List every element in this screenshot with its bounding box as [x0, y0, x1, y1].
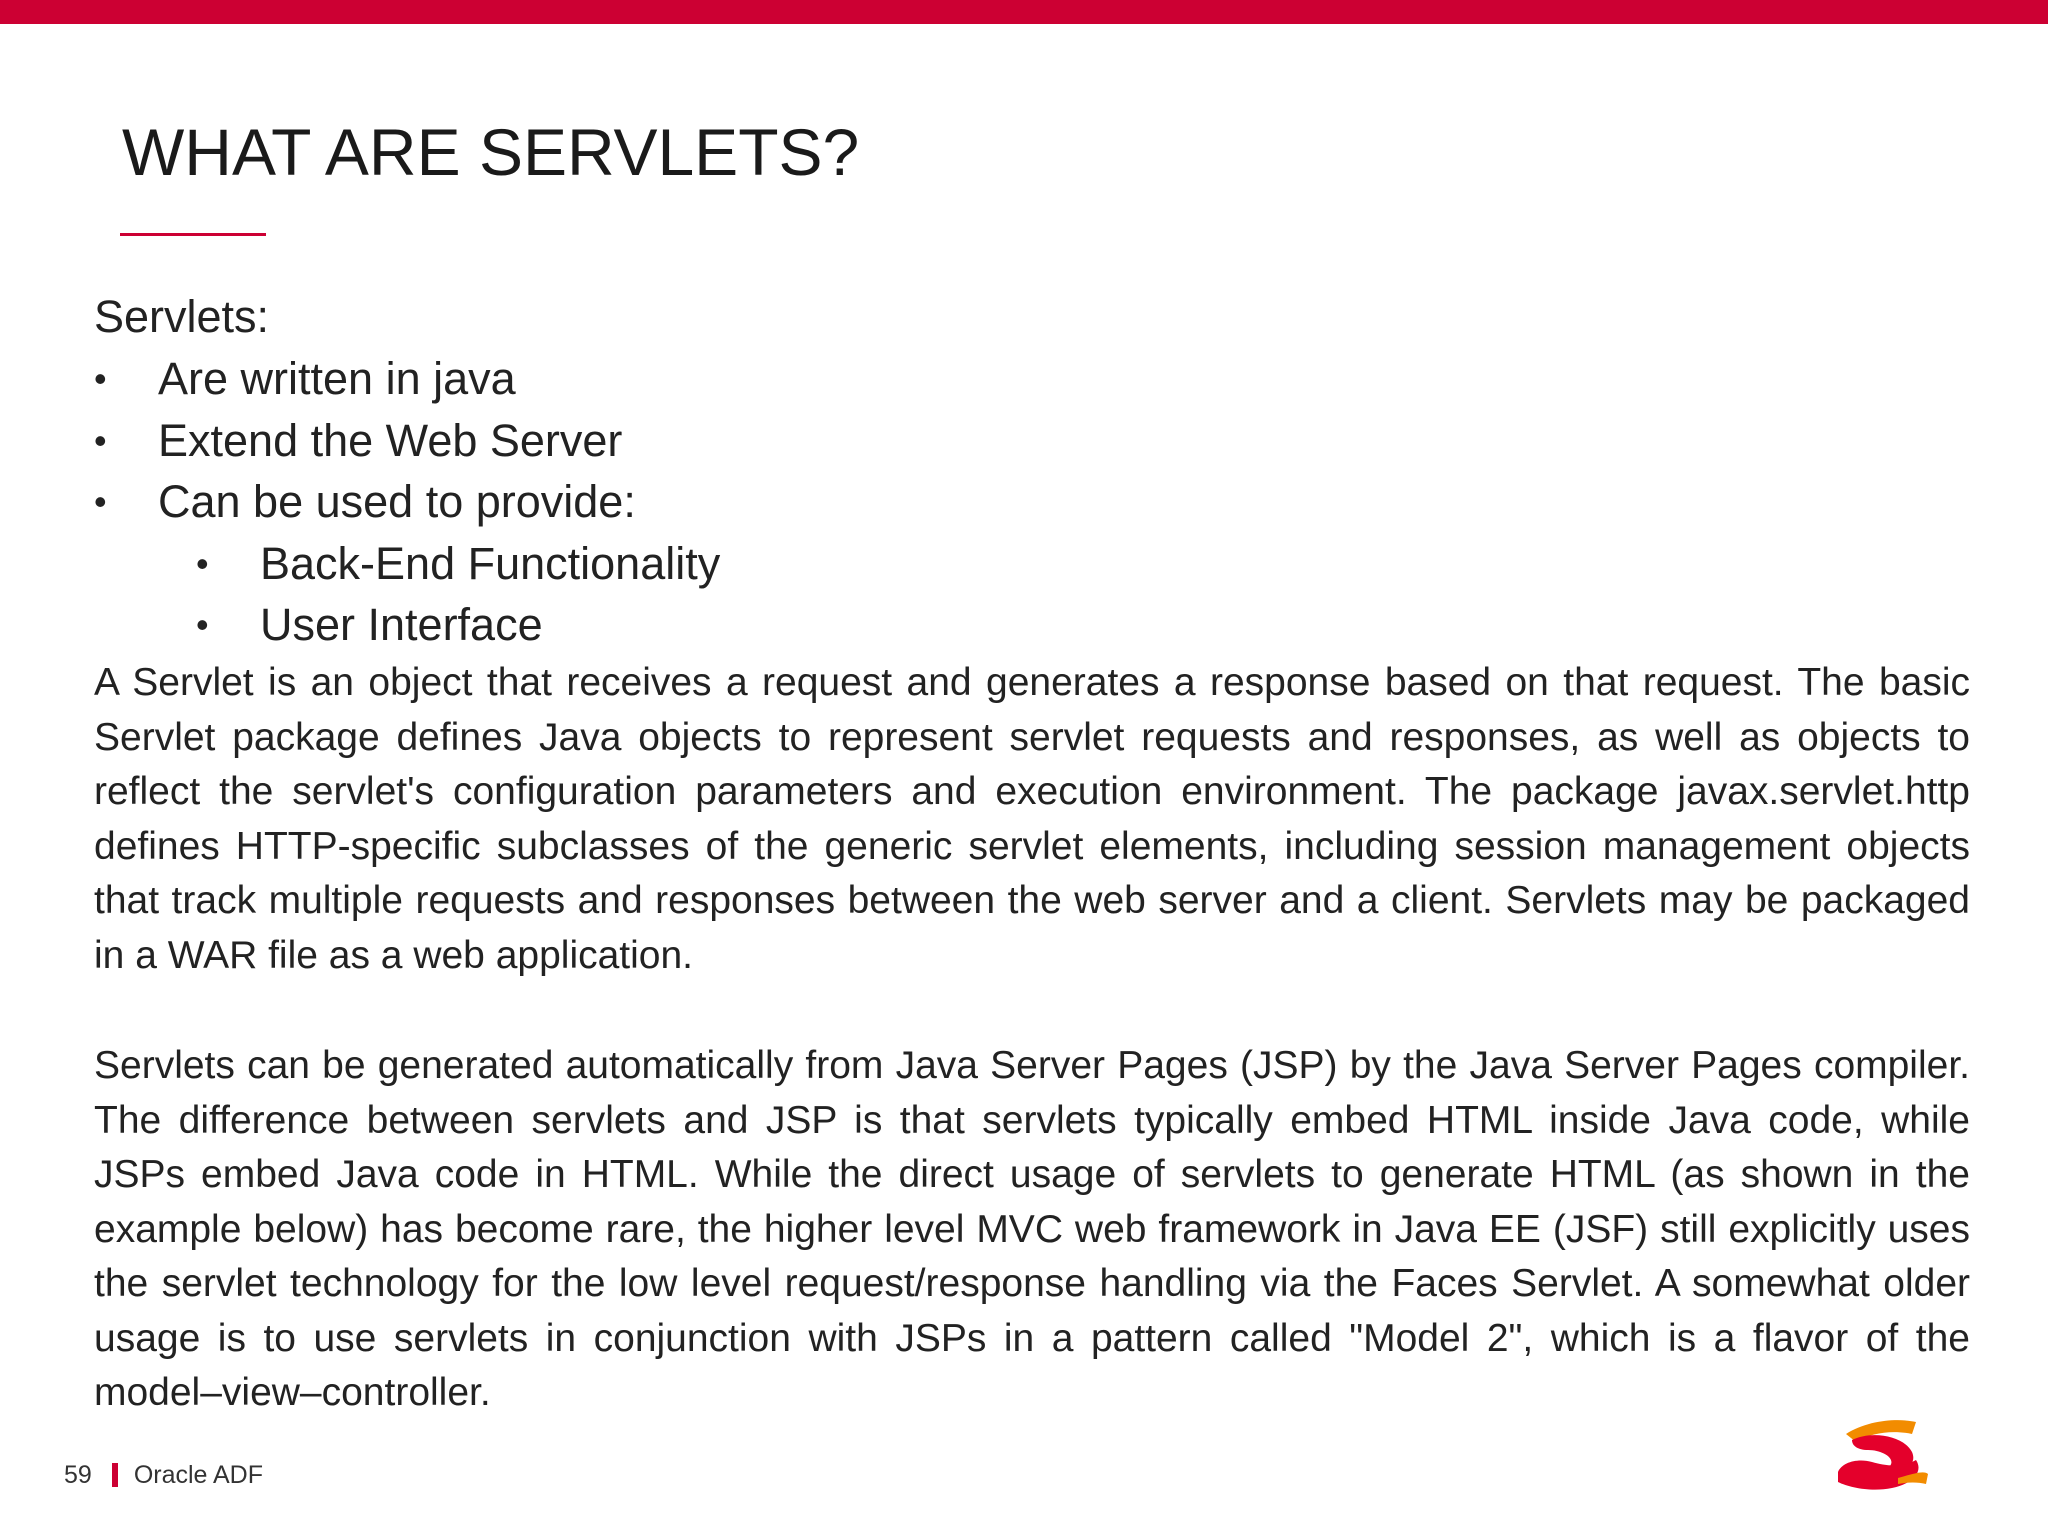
intro-text: Servlets:: [94, 291, 270, 342]
bullet-text: Are written in java: [158, 353, 516, 404]
bullet-dot-icon: •: [94, 419, 107, 461]
bullet-dot-icon: •: [94, 358, 107, 399]
footer: [64, 1458, 263, 1492]
bullet-list: [94, 348, 720, 656]
bullet-item: [94, 471, 720, 533]
footer-label: Oracle ADF: [133, 1460, 264, 1489]
bullet-dot-icon: •: [196, 542, 209, 584]
top-accent-bar: [0, 0, 2048, 24]
bullet-dot-icon: •: [94, 481, 107, 522]
paragraph-servlet-definition: A Servlet is an object that receives a request and generates a response based on that request. The basic Servlet package defines Java objects to represent servlet requests and responses, as well as objects to reflect the servlet's configuration parameters and execution environment. The package javax.servlet.http defines HTTP-specific subclasses of the generic servlet elements, including session management objects that track multiple requests and responses between the web server and a client. Servlets may be packaged in a WAR file as a web application.: [94, 661, 1970, 977]
sub-bullet-item: [94, 594, 720, 656]
slide-title: WHAT ARE SERVLETS?: [122, 115, 860, 189]
company-s-logo-icon: [1828, 1414, 1932, 1494]
bullet-text: Extend the Web Server: [158, 414, 623, 466]
bullet-item: [94, 410, 720, 472]
sub-bullet-text: User Interface: [260, 599, 543, 650]
footer-separator: [112, 1463, 118, 1487]
bullet-dot-icon: •: [196, 604, 209, 645]
page-number: 59: [64, 1460, 92, 1489]
sub-bullet-text: Back-End Functionality: [260, 537, 721, 589]
title-underline: [120, 233, 266, 236]
bullet-text: Can be used to provide:: [158, 476, 636, 527]
paragraph-servlets-and-jsp: Servlets can be generated automatically from Java Server Pages (JSP) by the Java Server Pages compiler. The difference between servlets and JSP is that servlets typically embed HTML inside Java code, while JSPs embed Java code in HTML. While the direct usage of servlets to generate HTML (as shown in the example below) has become rare, the higher level MVC web framework in Java EE (JSF) still explicitly uses the servlet technology for the low level request/response handling via the Faces Servlet. A somewhat older usage is to use servlets in conjunction with JSPs in a pattern called "Model 2", which is a flavor of the model–view–controller.: [94, 1044, 1970, 1414]
logo-red-lower: [1838, 1460, 1919, 1490]
sub-bullet-item: [94, 533, 720, 595]
bullet-item: [94, 348, 720, 410]
